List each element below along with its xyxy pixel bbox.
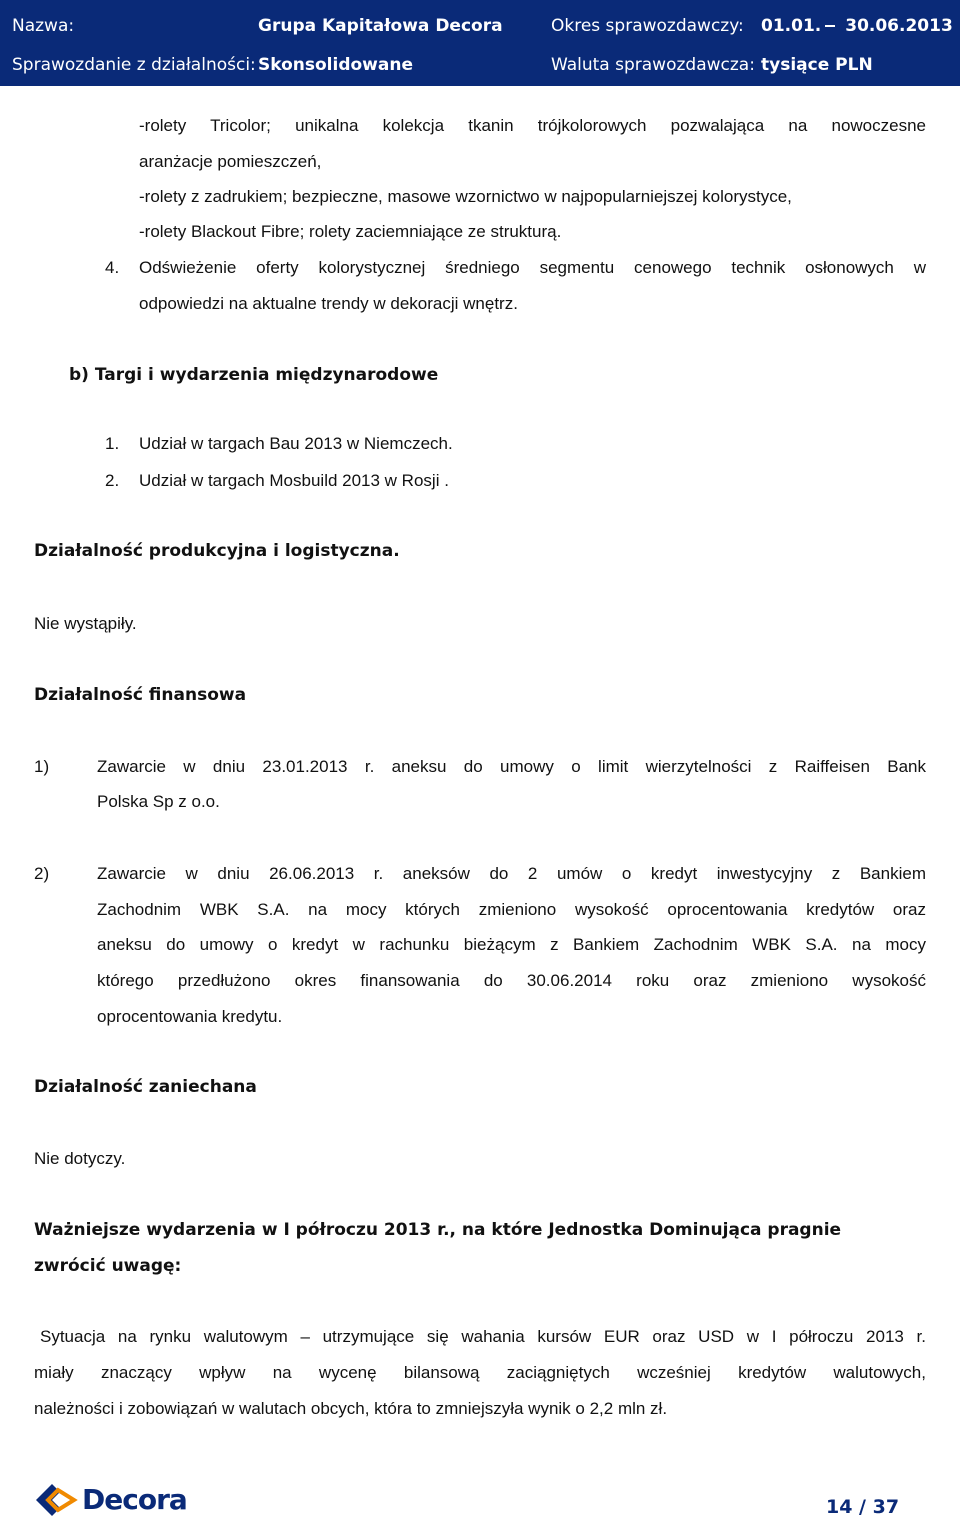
finance-item1-line-2: Polska Sp z o.o. [97, 792, 220, 811]
events-line-1: Sytuacja na rynku walutowym – utrzymujące się wahania kursów EUR oraz USD w I półroczu 2013 r. [40, 1327, 926, 1346]
events-line-2: miały znaczący wpływ na wycenę bilansową zaciągniętych wcześniej kredytów walutowych, [34, 1363, 926, 1382]
discontinued-heading: Działalność zaniechana [34, 1077, 257, 1097]
item4-line-2: odpowiedzi na aktualne trendy w dekoracji wnętrz. [139, 294, 518, 313]
period-end: 30.06.2013 [845, 16, 953, 36]
discontinued-text: Nie dotyczy. [34, 1149, 126, 1168]
finance-item2-line-5: oprocentowania kredytu. [97, 1007, 283, 1026]
production-heading: Działalność produkcyjna i logistyczna. [34, 541, 400, 561]
currency-label: Waluta sprawozdawcza: [551, 55, 755, 75]
events-heading-line-2: zwrócić uwagę: [34, 1256, 182, 1276]
fair-2-text: Udział w targach Mosbuild 2013 w Rosji . [139, 471, 449, 490]
finance-item2-line-3: aneksu do umowy o kredyt w rachunku bieżącym z Bankiem Zachodnim WBK S.A. na mocy [97, 935, 926, 954]
blinds-line-3: -rolety z zadrukiem; bezpieczne, masowe wzornictwo w najpopularniejszej kolorystyce, [139, 187, 792, 206]
currency-value: tysiące PLN [761, 55, 873, 75]
name-value: Grupa Kapitałowa Decora [258, 16, 503, 36]
page-number: 14 / 37 [826, 1496, 900, 1518]
item4-line-1: Odświeżenie oferty kolorystycznej średniego segmentu cenowego technik osłonowych w [139, 258, 926, 277]
finance-item2-number: 2) [34, 864, 50, 883]
decora-logo-icon [34, 1482, 80, 1518]
period-dash [825, 25, 835, 27]
fairs-heading: b) Targi i wydarzenia międzynarodowe [69, 365, 439, 385]
fair-1-text: Udział w targach Bau 2013 w Niemczech. [139, 434, 453, 453]
decora-logo [34, 1482, 187, 1518]
events-heading-line-1: Ważniejsze wydarzenia w I półroczu 2013 r., na które Jednostka Dominująca pragnie [34, 1220, 842, 1240]
finance-item2-line-4: którego przedłużono okres finansowania do 30.06.2014 roku oraz zmieniono wysokość [97, 971, 926, 990]
report-label: Sprawozdanie z działalności: [12, 55, 256, 75]
report-value: Skonsolidowane [258, 55, 413, 75]
events-line-3: należności i zobowiązań w walutach obcych, która to zmniejszyła wynik o 2,2 mln zł. [34, 1399, 668, 1418]
period-value [761, 6, 953, 46]
decora-logo-text: Decora [82, 1483, 187, 1516]
header-row-1 [0, 6, 960, 46]
blinds-line-4: -rolety Blackout Fibre; rolety zaciemniające ze strukturą. [139, 222, 562, 241]
fair-1-number: 1. [105, 434, 120, 453]
finance-item1-line-1: Zawarcie w dniu 23.01.2013 r. aneksu do umowy o limit wierzytelności z Raiffeisen Bank [97, 757, 926, 776]
fair-2-number: 2. [105, 471, 120, 490]
item4-number: 4. [105, 258, 120, 277]
header-row-2 [0, 45, 960, 85]
finance-item2-line-2: Zachodnim WBK S.A. na mocy których zmieniono wysokość oprocentowania kredytów oraz [97, 900, 926, 919]
document-header [0, 0, 960, 86]
finance-item1-number: 1) [34, 757, 50, 776]
period-label: Okres sprawozdawczy: [551, 16, 744, 36]
blinds-line-1: -rolety Tricolor; unikalna kolekcja tkanin trójkolorowych pozwalająca na nowoczesne [139, 116, 926, 135]
finance-heading: Działalność finansowa [34, 685, 247, 705]
blinds-line-2: aranżacje pomieszczeń, [139, 152, 322, 171]
finance-item2-line-1: Zawarcie w dniu 26.06.2013 r. aneksów do 2 umów o kredyt inwestycyjny z Bankiem [97, 864, 926, 883]
name-label: Nazwa: [12, 16, 75, 36]
period-start: 01.01. [761, 16, 822, 36]
production-text: Nie wystąpiły. [34, 614, 137, 633]
